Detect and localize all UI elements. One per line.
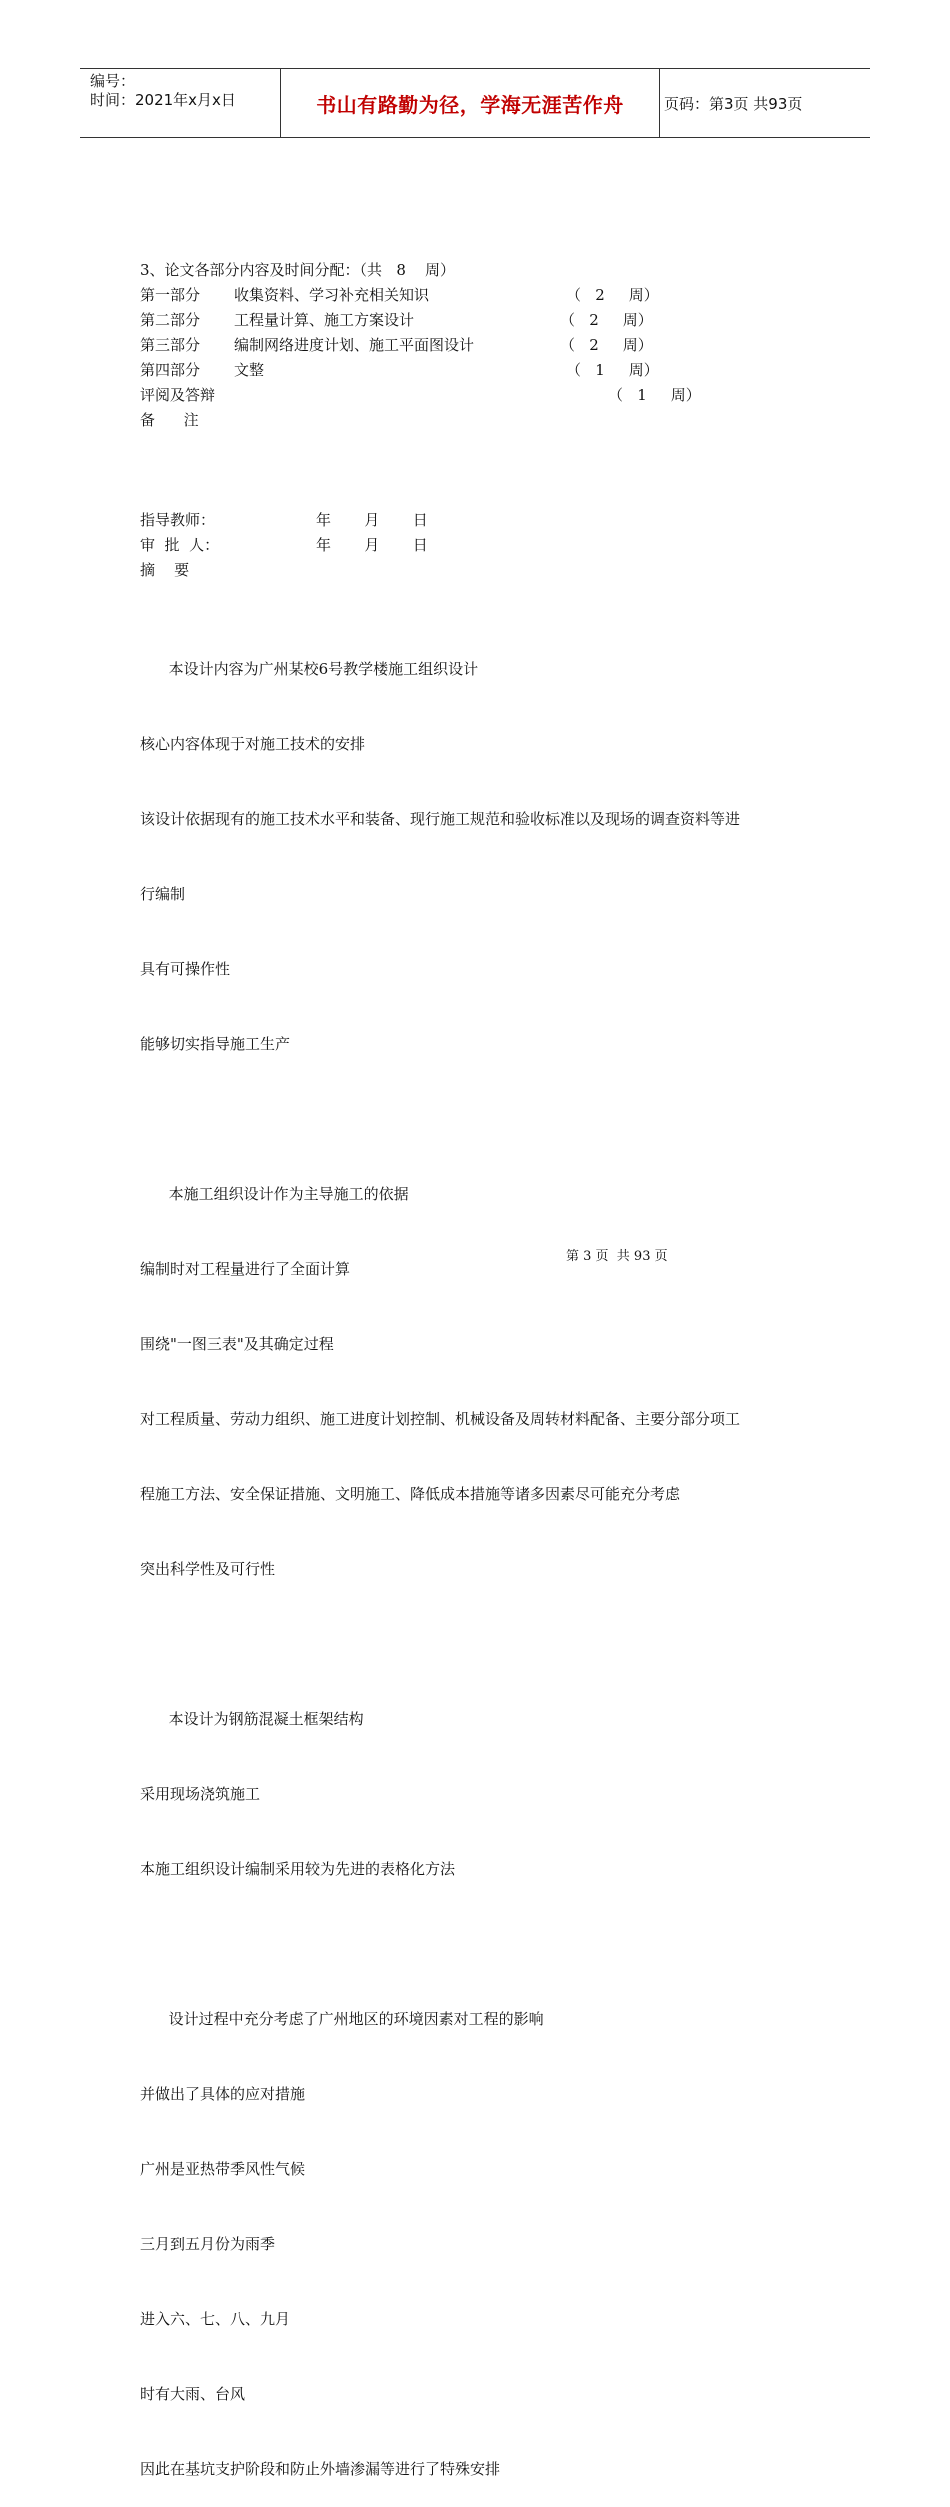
schedule-row-4-duration: （ 1 周） — [566, 361, 659, 379]
abstract-line: 编制时对工程量进行了全面计算 — [140, 1260, 351, 1278]
abstract-line: 设计过程中充分考虑了广州地区的环境因素对工程的影响 — [140, 2010, 544, 2028]
number-label: 编号： — [90, 72, 136, 90]
abstract-line: 突出科学性及可行性 — [140, 1560, 276, 1578]
schedule-row-4-part: 第四部分 — [140, 361, 201, 379]
page-footer: 第 3 页 共 93 页 — [566, 1249, 668, 1264]
abstract-line: 本设计内容为广州某校6号教学楼施工组织设计 — [140, 660, 479, 678]
abstract-line: 该设计依据现有的施工技术水平和装备、现行施工规范和验收标准以及现场的调查资料等进 — [140, 810, 741, 828]
header-page-info: 页码：第3页 共93页 — [664, 94, 803, 113]
abstract-heading: 摘 要 — [140, 561, 190, 579]
abstract-line: 行编制 — [140, 885, 186, 903]
date-label: 时间：2021年x月x日 — [90, 91, 236, 109]
schedule-row-4-content: 文整 — [234, 361, 265, 379]
header-meta-cell — [80, 69, 281, 137]
review-label: 评阅及答辩 — [140, 386, 216, 404]
abstract-line: 并做出了具体的应对措施 — [140, 2085, 306, 2103]
advisor-label: 指导教师： — [140, 511, 216, 529]
schedule-row-1-content: 收集资料、学习补充相关知识 — [234, 286, 430, 304]
abstract-line: 围绕"一图三表"及其确定过程 — [140, 1335, 334, 1353]
remark-label: 备 注 — [140, 411, 199, 429]
abstract-line: 对工程质量、劳动力组织、施工进度计划控制、机械设备及周转材料配备、主要分部分项工 — [140, 1410, 741, 1428]
abstract-line — [140, 1107, 740, 1132]
abstract-line — [140, 1932, 740, 1957]
advisor-date: 年 月 日 — [316, 511, 428, 529]
schedule-row-3-part: 第三部分 — [140, 336, 201, 354]
schedule-row-1-part: 第一部分 — [140, 286, 201, 304]
abstract-line: 核心内容体现于对施工技术的安排 — [140, 735, 366, 753]
review-duration: （ 1 周） — [608, 386, 701, 404]
schedule-row-2-part: 第二部分 — [140, 311, 201, 329]
abstract-line: 时有大雨、台风 — [140, 2385, 246, 2403]
abstract-line: 本施工组织设计作为主导施工的依据 — [140, 1185, 409, 1203]
abstract-line: 本设计为钢筋混凝土框架结构 — [140, 1710, 364, 1728]
abstract-line: 采用现场浇筑施工 — [140, 1785, 261, 1803]
abstract-line: 本施工组织设计编制采用较为先进的表格化方法 — [140, 1860, 456, 1878]
abstract-line: 因此在基坑支护阶段和防止外墙渗漏等进行了特殊安排 — [140, 2460, 501, 2478]
schedule-title: 3、论文各部分内容及时间分配：（共 8 周） — [140, 261, 455, 279]
abstract-line: 广州是亚热带季风性气候 — [140, 2160, 306, 2178]
abstract-line: 具有可操作性 — [140, 960, 231, 978]
abstract-body — [140, 607, 740, 2507]
schedule-row-1-duration: （ 2 周） — [566, 286, 659, 304]
header-motto: 书山有路勤为径，学海无涯苦作舟 — [281, 69, 660, 137]
abstract-line: 能够切实指导施工生产 — [140, 1035, 291, 1053]
approver-label: 审 批 人： — [140, 536, 220, 554]
abstract-line: 三月到五月份为雨季 — [140, 2235, 276, 2253]
schedule-row-3-duration: （ 2 周） — [560, 336, 653, 354]
abstract-line — [140, 1632, 740, 1657]
schedule-row-3-content: 编制网络进度计划、施工平面图设计 — [234, 336, 475, 354]
approver-date: 年 月 日 — [316, 536, 428, 554]
schedule-row-2-content: 工程量计算、施工方案设计 — [234, 311, 415, 329]
schedule-row-2-duration: （ 2 周） — [560, 311, 653, 329]
abstract-line: 程施工方法、安全保证措施、文明施工、降低成本措施等诸多因素尽可能充分考虑 — [140, 1485, 681, 1503]
document-header — [80, 68, 870, 138]
abstract-line: 进入六、七、八、九月 — [140, 2310, 291, 2328]
